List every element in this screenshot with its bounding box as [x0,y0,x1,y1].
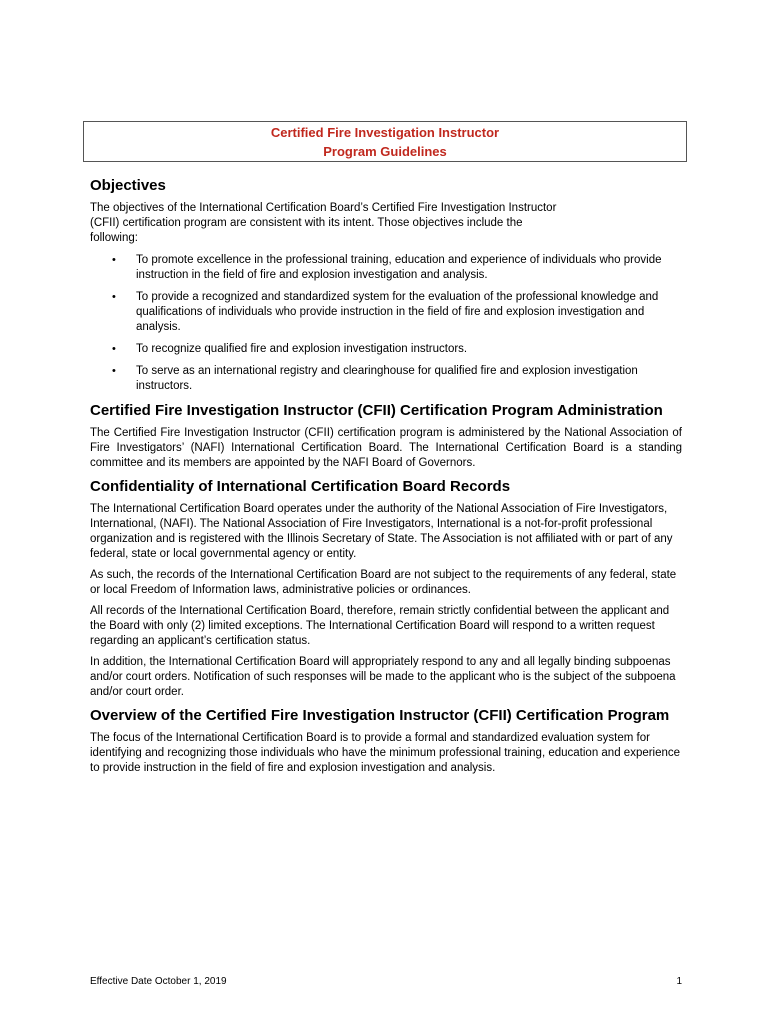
page-number: 1 [676,976,682,987]
bullet-icon: • [112,254,116,266]
administration-section [90,401,682,471]
list-item: • To provide a recognized and standardized system for the evaluation of the professional knowledge and qualifications of individuals who provide instruction in the field of fire and explosion investigation and analysis. [112,291,659,333]
objectives-heading: Objectives [90,177,166,194]
overview-section [90,706,682,776]
overview-heading: Overview of the Certified Fire Investigation Instructor (CFII) Certification Program [90,707,670,724]
confidentiality-paragraph: In addition, the International Certification Board will appropriately respond to any and all legally binding subpoenas and/or court orders. Notification of such responses will be made to the applicant who is the subject of the subpoena and/or court order. [90,656,676,698]
page-footer [90,976,682,987]
confidentiality-paragraph: As such, the records of the International Certification Board are not subject to the requirements of any federal, state or local Freedom of Information laws, administrative policies or ordinances. [90,569,677,596]
overview-text: The focus of the International Certification Board is to provide a formal and standardized evaluation system for identifying and recognizing those individuals who have the minimum professional training, education and experience to provide instruction in the field of fire and explosion investigation and analysis. [90,732,681,774]
list-item: • To recognize qualified fire and explosion investigation instructors. [112,343,468,355]
effective-date: Effective Date October 1, 2019 [90,976,227,987]
administration-text: The Certified Fire Investigation Instructor (CFII) certification program is administered by the National Association of Fire Investigators’ (NAFI) International Certification Board. The International Certification Board is a standing committee and its members are appointed by the NAFI Board of Governors. [90,427,682,469]
document-title: Certified Fire Investigation Instructor [270,125,500,140]
objectives-section [90,176,682,394]
confidentiality-heading: Confidentiality of International Certification Board Records [90,478,511,495]
bullet-icon: • [112,343,116,355]
bullet-icon: • [112,365,116,377]
list-item: • To promote excellence in the professional training, education and experience of individuals who provide instruction in the field of fire and explosion investigation and analysis. [112,254,662,281]
objectives-intro: The objectives of the International Certification Board’s Certified Fire Investigation Instructor (CFII) certification program are consistent with its intent. Those objectives include the following: [90,202,557,244]
confidentiality-section [90,477,682,700]
confidentiality-paragraph: All records of the International Certification Board, therefore, remain strictly confidential between the applicant and the Board with only (2) limited exceptions. The International Certification Board will respond to a written request regarding an applicant’s certification status. [90,605,670,647]
document-body [90,176,682,782]
document-subtitle: Program Guidelines [323,144,447,159]
objectives-list [90,253,682,394]
title-box [83,121,687,162]
list-item: • To serve as an international registry and clearinghouse for qualified fire and explosion investigation instructors. [112,365,638,392]
administration-heading: Certified Fire Investigation Instructor (CFII) Certification Program Administration [90,402,663,419]
bullet-icon: • [112,291,116,303]
confidentiality-paragraph: The International Certification Board operates under the authority of the National Association of Fire Investigators, International, (NAFI). The National Association of Fire Investigators, International is a not-for-profit professional organization and is registered with the Illinois Secretary of State. The Association is not affiliated with or part of any federal, state or local governmental agency or entity. [90,503,673,560]
